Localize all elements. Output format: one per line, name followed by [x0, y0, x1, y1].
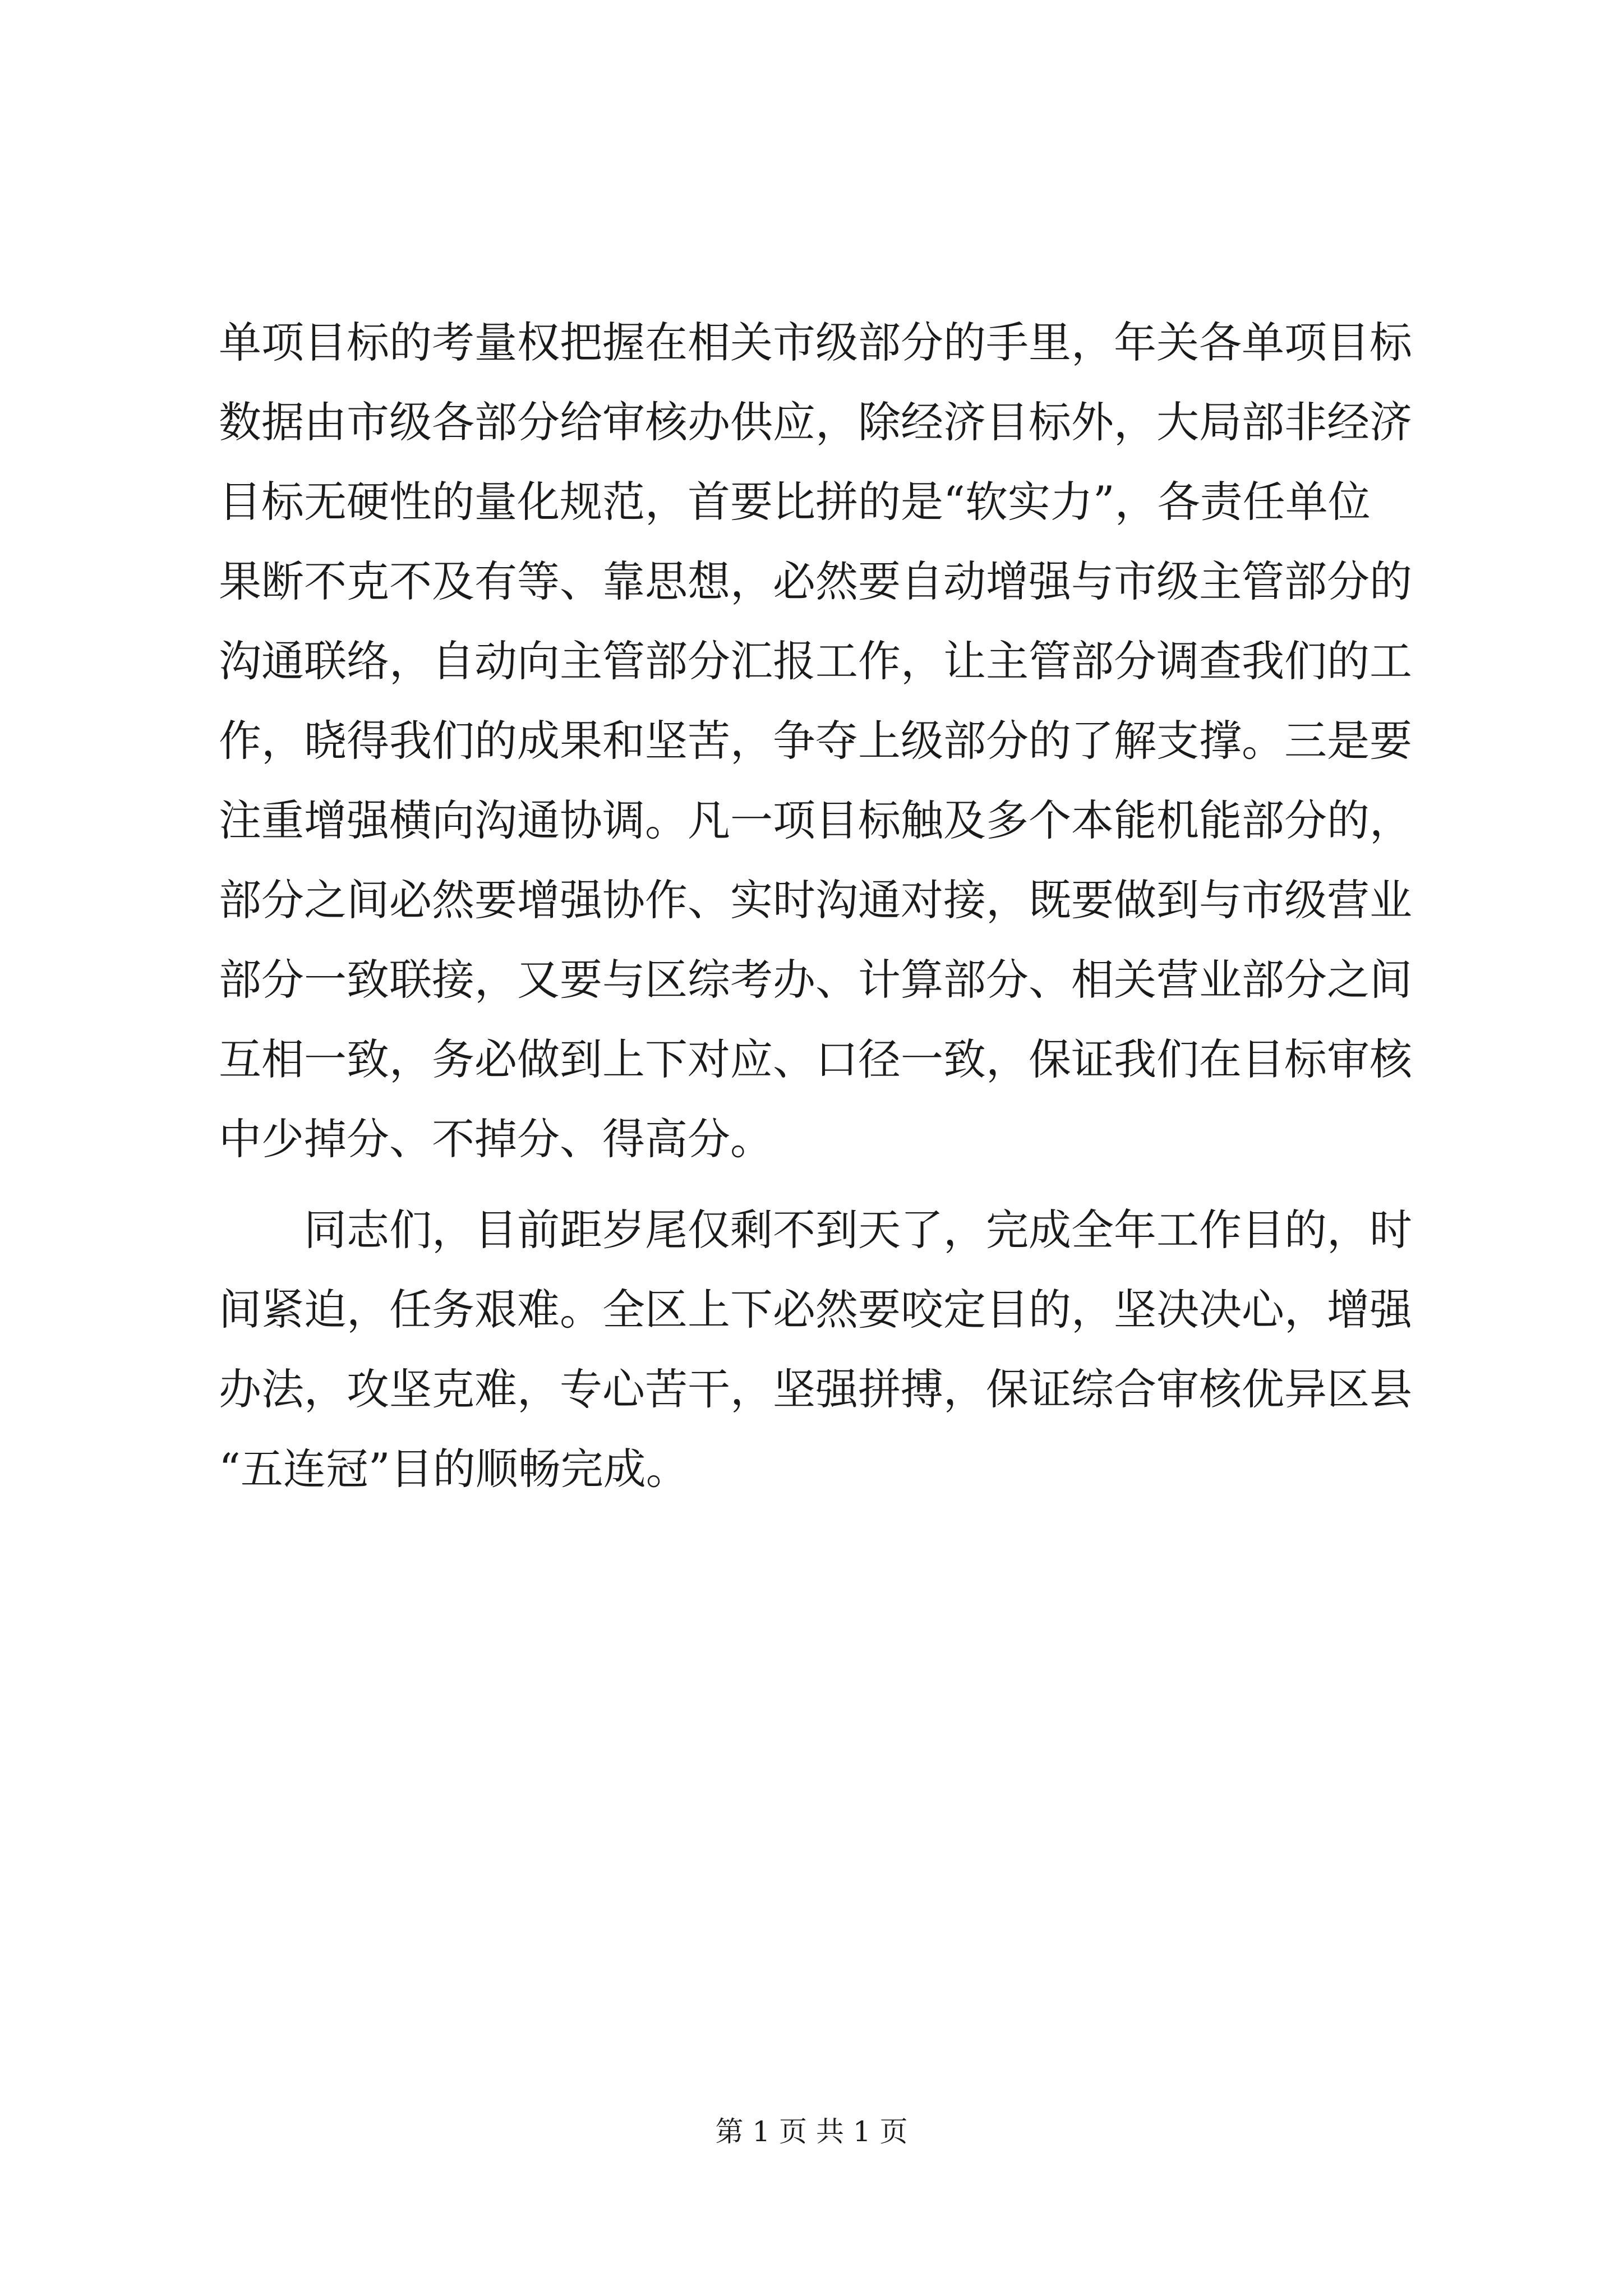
text-line: “五连冠”目的顺畅完成。 [219, 1444, 689, 1494]
text-line: 果断不克不及有等、靠思想，必然要自动增强与市级主管部分的 [219, 556, 1412, 606]
text-line: 部分一致联接，又要与区综考办、计算部分、相关营业部分之间 [219, 955, 1412, 1005]
paragraph-2 [219, 1190, 1422, 1509]
text-line: 办法，攻坚克难，专心苦干，坚强拼搏，保证综合审核优异区县 [219, 1364, 1412, 1414]
text-line: 沟通联络，自动向主管部分汇报工作，让主管部分调查我们的工 [219, 636, 1412, 686]
text-line: 单项目标的考量权把握在相关市级部分的手里，年关各单项目标 [219, 318, 1412, 367]
document-body [219, 303, 1422, 1509]
text-line: 作，晓得我们的成果和坚苦，争夺上级部分的了解支撑。三是要 [219, 716, 1412, 766]
page-number-footer: 第 1 页 共 1 页 [715, 2115, 908, 2148]
text-line: 注重增强横向沟通协调。凡一项目标触及多个本能机能部分的， [219, 795, 1412, 845]
text-line: 互相一致，务必做到上下对应、口径一致，保证我们在目标审核 [219, 1034, 1412, 1084]
paragraph-1 [219, 303, 1422, 1179]
text-line: 同志们，目前距岁尾仅剩不到天了，完成全年工作目的，时 [219, 1205, 1412, 1255]
text-line: 目标无硬性的量化规范，首要比拼的是“软实力”，各责任单位 [219, 477, 1371, 527]
text-line: 间紧迫，任务艰难。全区上下必然要咬定目的，坚决决心，增强 [219, 1285, 1412, 1335]
text-line: 中少掉分、不掉分、得高分。 [219, 1114, 773, 1164]
text-line: 数据由市级各部分给审核办供应，除经济目标外，大局部非经济 [219, 397, 1412, 447]
paragraph-spacer [219, 1179, 1422, 1190]
text-line: 部分之间必然要增强协作、实时沟通对接，既要做到与市级营业 [219, 875, 1412, 925]
